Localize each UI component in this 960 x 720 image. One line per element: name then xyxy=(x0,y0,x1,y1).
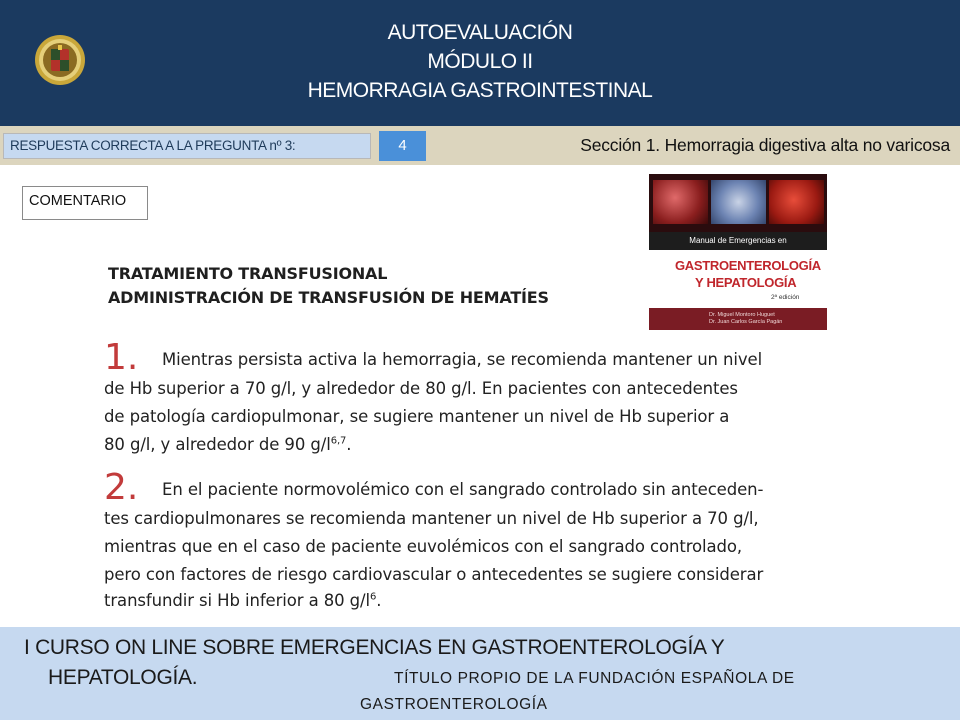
cover-photo-3 xyxy=(769,180,824,224)
cover-photo-2 xyxy=(711,180,766,224)
title-line-1: AUTOEVALUACIÓN xyxy=(387,21,573,44)
document-heading xyxy=(108,262,549,310)
recommendation-text: 80 g/l, y alrededor de 90 g/l xyxy=(104,435,331,454)
answer-badge: 4 xyxy=(379,131,426,161)
cover-series: Manual de Emergencias en xyxy=(689,236,787,245)
question-label: RESPUESTA CORRECTA A LA PREGUNTA nº 3: xyxy=(3,133,371,159)
cover-photo-1 xyxy=(653,180,708,224)
header-banner xyxy=(0,0,960,126)
recommendation-line: de patología cardiopulmonar, se sugiere mantener un nivel de Hb superior a xyxy=(104,407,730,426)
footer-subtitle-1: TÍTULO PROPIO DE LA FUNDACIÓN ESPAÑOLA DE xyxy=(394,670,795,687)
reference: 6 xyxy=(370,591,377,603)
footer-course-title: I CURSO ON LINE SOBRE EMERGENCIAS EN GASTROENTEROLOGÍA Y xyxy=(24,636,725,659)
question-bar xyxy=(0,126,960,165)
cover-author-2: Dr. Juan Carlos García Pagán xyxy=(709,319,783,325)
recommendation-line: mientras que en el caso de paciente euvolémicos con el sangrado controlado, xyxy=(104,537,743,556)
comment-button[interactable]: COMENTARIO xyxy=(22,186,148,220)
cover-author-1: Dr. Miguel Montoro Huguet xyxy=(709,312,775,318)
footer-subtitle-2: GASTROENTEROLOGÍA xyxy=(360,696,548,713)
line-end: . xyxy=(346,435,352,454)
recommendation-2 xyxy=(104,468,834,618)
recommendation-text: transfundir si Hb inferior a 80 g/l xyxy=(104,591,370,610)
footer-banner xyxy=(0,627,960,720)
recommendation-number: 2. xyxy=(104,467,139,508)
recommendation-line: Mientras persista activa la hemorragia, se recomienda mantener un nivel xyxy=(162,350,763,369)
recommendation-line: pero con factores de riesgo cardiovascular o antecedentes se sugiere considerar xyxy=(104,565,764,584)
recommendation-number: 1. xyxy=(104,337,139,378)
book-cover-image xyxy=(649,174,827,330)
title-line-3: HEMORRAGIA GASTROINTESTINAL xyxy=(307,79,653,102)
title-line-2: MÓDULO II xyxy=(427,50,533,73)
cover-title-2: Y HEPATOLOGÍA xyxy=(695,275,797,290)
cover-edition: 2ª edición xyxy=(771,294,800,301)
reference: 6,7 xyxy=(330,435,347,447)
recommendation-1 xyxy=(104,338,834,462)
page-title xyxy=(0,18,960,105)
recommendation-line xyxy=(104,434,351,456)
footer-course-title-cont: HEPATOLOGÍA. xyxy=(48,666,198,689)
recommendation-line: En el paciente normovolémico con el sangrado controlado sin anteceden- xyxy=(162,480,764,499)
recommendation-line: tes cardiopulmonares se recomienda mantener un nivel de Hb superior a 70 g/l, xyxy=(104,509,759,528)
section-title: Sección 1. Hemorragia digestiva alta no varicosa xyxy=(580,135,950,155)
recommendation-line xyxy=(104,590,381,612)
cover-title-1: GASTROENTEROLOGÍA xyxy=(675,258,821,273)
document-heading-1: TRATAMIENTO TRANSFUSIONAL xyxy=(108,264,388,283)
line-end: . xyxy=(376,591,382,610)
cover-authors xyxy=(709,312,782,326)
recommendation-line: de Hb superior a 70 g/l, y alrededor de 80 g/l. En pacientes con antecedentes xyxy=(104,379,738,398)
document-heading-2: ADMINISTRACIÓN DE TRANSFUSIÓN DE HEMATÍES xyxy=(108,288,549,307)
